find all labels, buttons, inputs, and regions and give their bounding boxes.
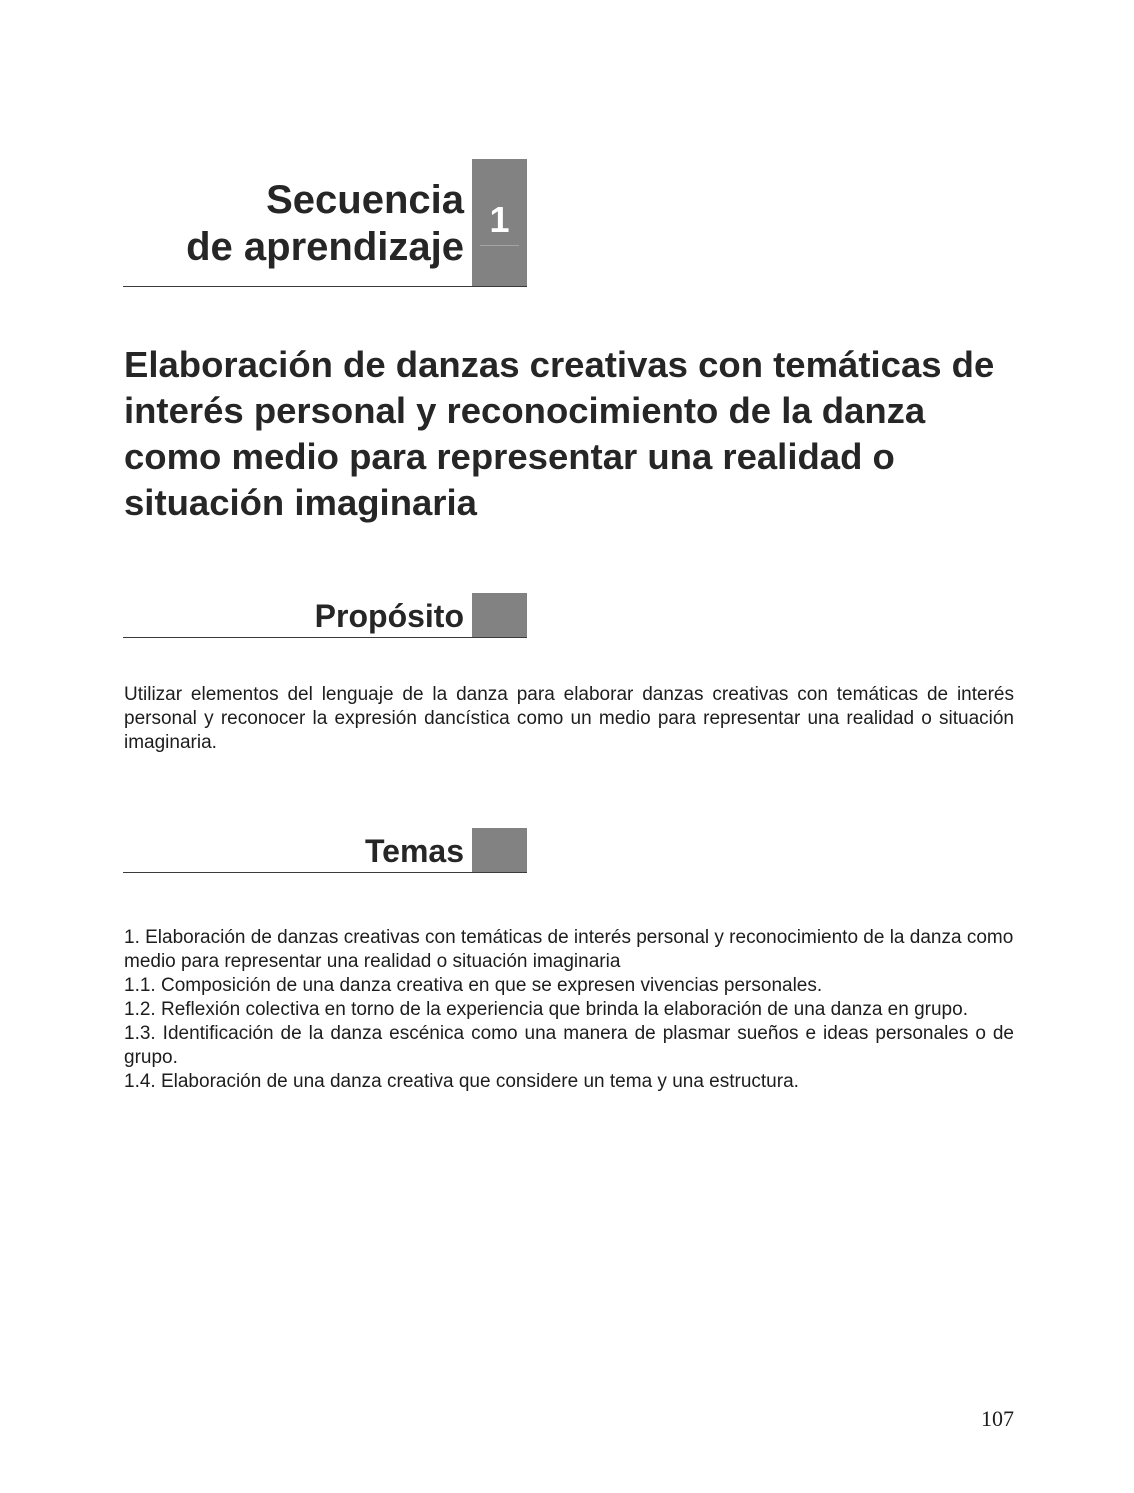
- temas-item-1: 1. Elaboración de danzas creativas con temáticas de interés personal y reconocimiento de la danza como medio para representar una realidad o situación imaginaria: [124, 927, 1014, 972]
- temas-header: [123, 828, 527, 873]
- sequence-number: 1: [489, 199, 510, 240]
- temas-underline: [123, 872, 527, 873]
- sequence-header: [123, 159, 527, 287]
- sequence-number-box: [472, 159, 527, 287]
- temas-item-1-1: 1.1. Composición de una danza creativa en que se expresen vivencias personales.: [124, 975, 823, 996]
- proposito-underline: [123, 637, 527, 638]
- temas-list: [124, 926, 1014, 1094]
- page-number: 107: [981, 1406, 1014, 1431]
- proposito-heading: Propósito: [314, 598, 464, 634]
- sequence-title-line1: Secuencia: [266, 178, 464, 222]
- temas-heading: Temas: [364, 833, 464, 869]
- proposito-text: Utilizar elementos del lenguaje de la danza para elaborar danzas creativas con temáticas de interés personal y reconocer la expresión dancística como un medio para representar una realidad o situación imaginaria.: [124, 684, 1014, 753]
- sequence-title: [186, 177, 464, 271]
- temas-item-1-2: 1.2. Reflexión colectiva en torno de la experiencia que brinda la elaboración de una danza en grupo.: [124, 999, 968, 1020]
- sequence-box-divider: [480, 245, 519, 246]
- temas-box: [472, 828, 527, 873]
- proposito-box: [472, 593, 527, 638]
- sequence-underline: [123, 286, 527, 287]
- temas-item-1-3: 1.3. Identificación de la danza escénica como una manera de plasmar sueños e ideas personales o de grupo.: [124, 1023, 1014, 1068]
- temas-item-1-4: 1.4. Elaboración de una danza creativa que considere un tema y una estructura.: [124, 1071, 799, 1092]
- sequence-title-line2: de aprendizaje: [186, 225, 464, 269]
- main-title: Elaboración de danzas creativas con temáticas de interés personal y reconocimiento de la danza como medio para representar una realidad o situación imaginaria: [124, 344, 995, 523]
- proposito-header: [123, 593, 527, 638]
